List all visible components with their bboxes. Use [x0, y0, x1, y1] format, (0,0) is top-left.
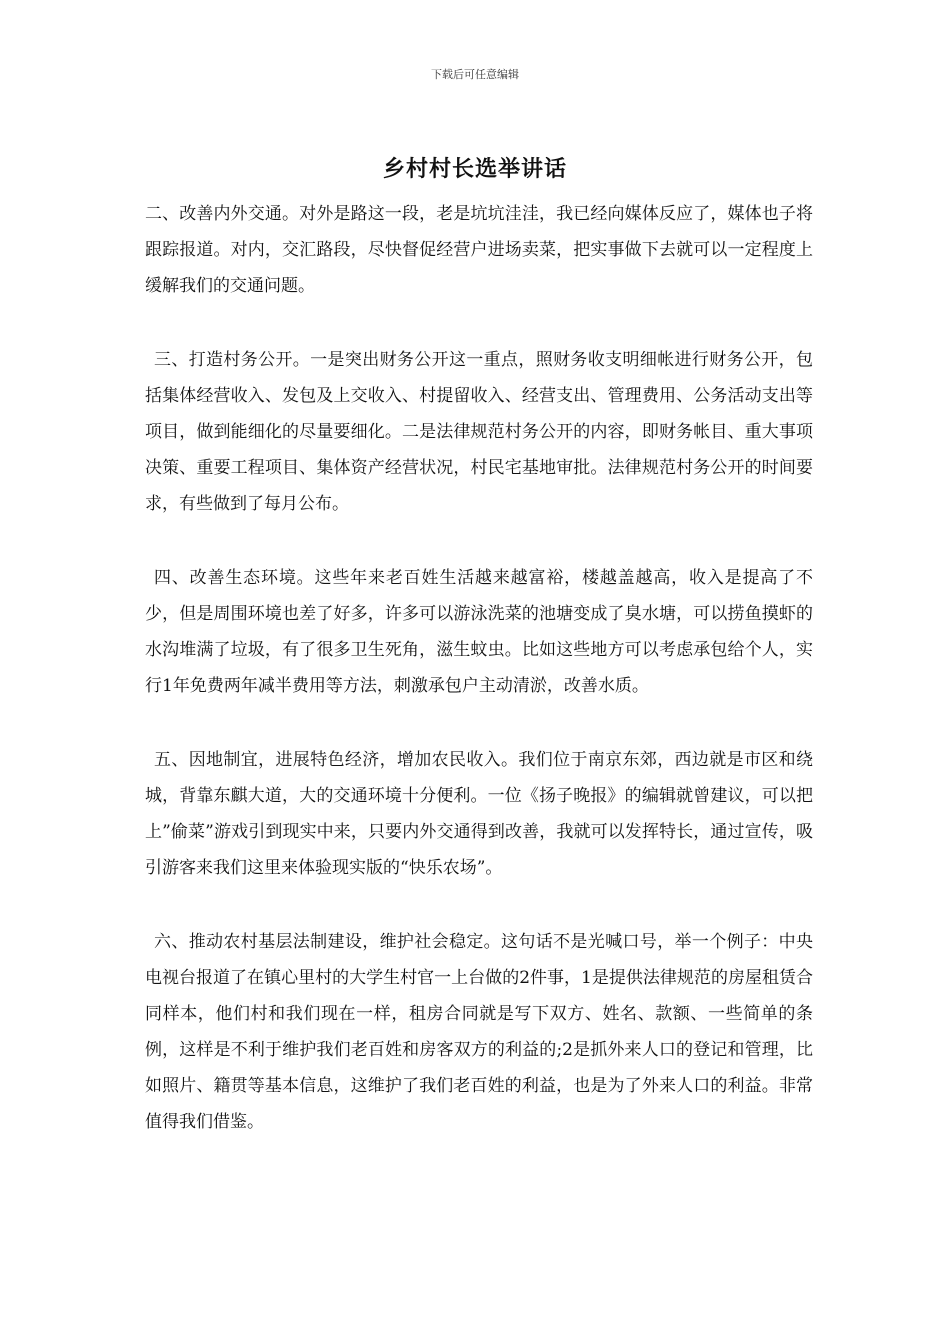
paragraph-5: 五、因地制宜，进展特色经济，增加农民收入。我们位于南京东郊，西边就是市区和绕城，背靠东麒大道，大的交通环境十分便利。一位《扬子晚报》的编辑就曾建议，可以把上”偷菜”游戏引到现实中来，只要内外交通得到改善，我就可以发挥特长，通过宣传，吸引游客来我们这里来体验现实版的“快乐农场”。 — [145, 750, 813, 878]
paragraph-3: 三、打造村务公开。一是突出财务公开这一重点，照财务收支明细帐进行财务公开，包括集体经营收入、发包及上交收入、村提留收入、经营支出、管理费用、公务活动支出等项目，做到能细化的尽量要细化。二是法律规范村务公开的内容，即财务帐目、重大事项决策、重要工程项目、集体资产经营状况，村民宅基地审批。法律规范村务公开的时间要求，有些做到了每月公布。 — [145, 350, 813, 514]
document-title: 乡村村长选举讲话 — [382, 156, 567, 182]
header-note: 下载后可任意编辑 — [431, 68, 519, 81]
paragraph-2: 二、改善内外交通。对外是路这一段，老是坑坑洼洼，我已经向媒体反应了，媒体也子将跟踪报道。对内，交汇路段，尽快督促经营户进场卖菜，把实事做下去就可以一定程度上缓解我们的交通问题。 — [145, 204, 813, 296]
paragraph-4: 四、改善生态环境。这些年来老百姓生活越来越富裕，楼越盖越高，收入是提高了不少，但是周围环境也差了好多，许多可以游泳洗菜的池塘变成了臭水塘，可以捞鱼摸虾的水沟堆满了垃圾，有了很多卫生死角，滋生蚊虫。比如这些地方可以考虑承包给个人，实行1年免费两年减半费用等方法，刺激承包户主动清淤，改善水质。 — [145, 568, 813, 696]
document-body — [145, 196, 813, 1178]
paragraph-6: 六、推动农村基层法制建设，维护社会稳定。这句话不是光喊口号，举一个例子：中央电视台报道了在镇心里村的大学生村官一上台做的2件事，1是提供法律规范的房屋租赁合同样本，他们村和我们现在一样，租房合同就是写下双方、姓名、款额、一些简单的条例，这样是不利于维护我们老百姓和房客双方的利益的;2是抓外来人口的登记和管理，比如照片、籍贯等基本信息，这维护了我们老百姓的利益，也是为了外来人口的利益。非常值得我们借鉴。 — [145, 932, 813, 1132]
